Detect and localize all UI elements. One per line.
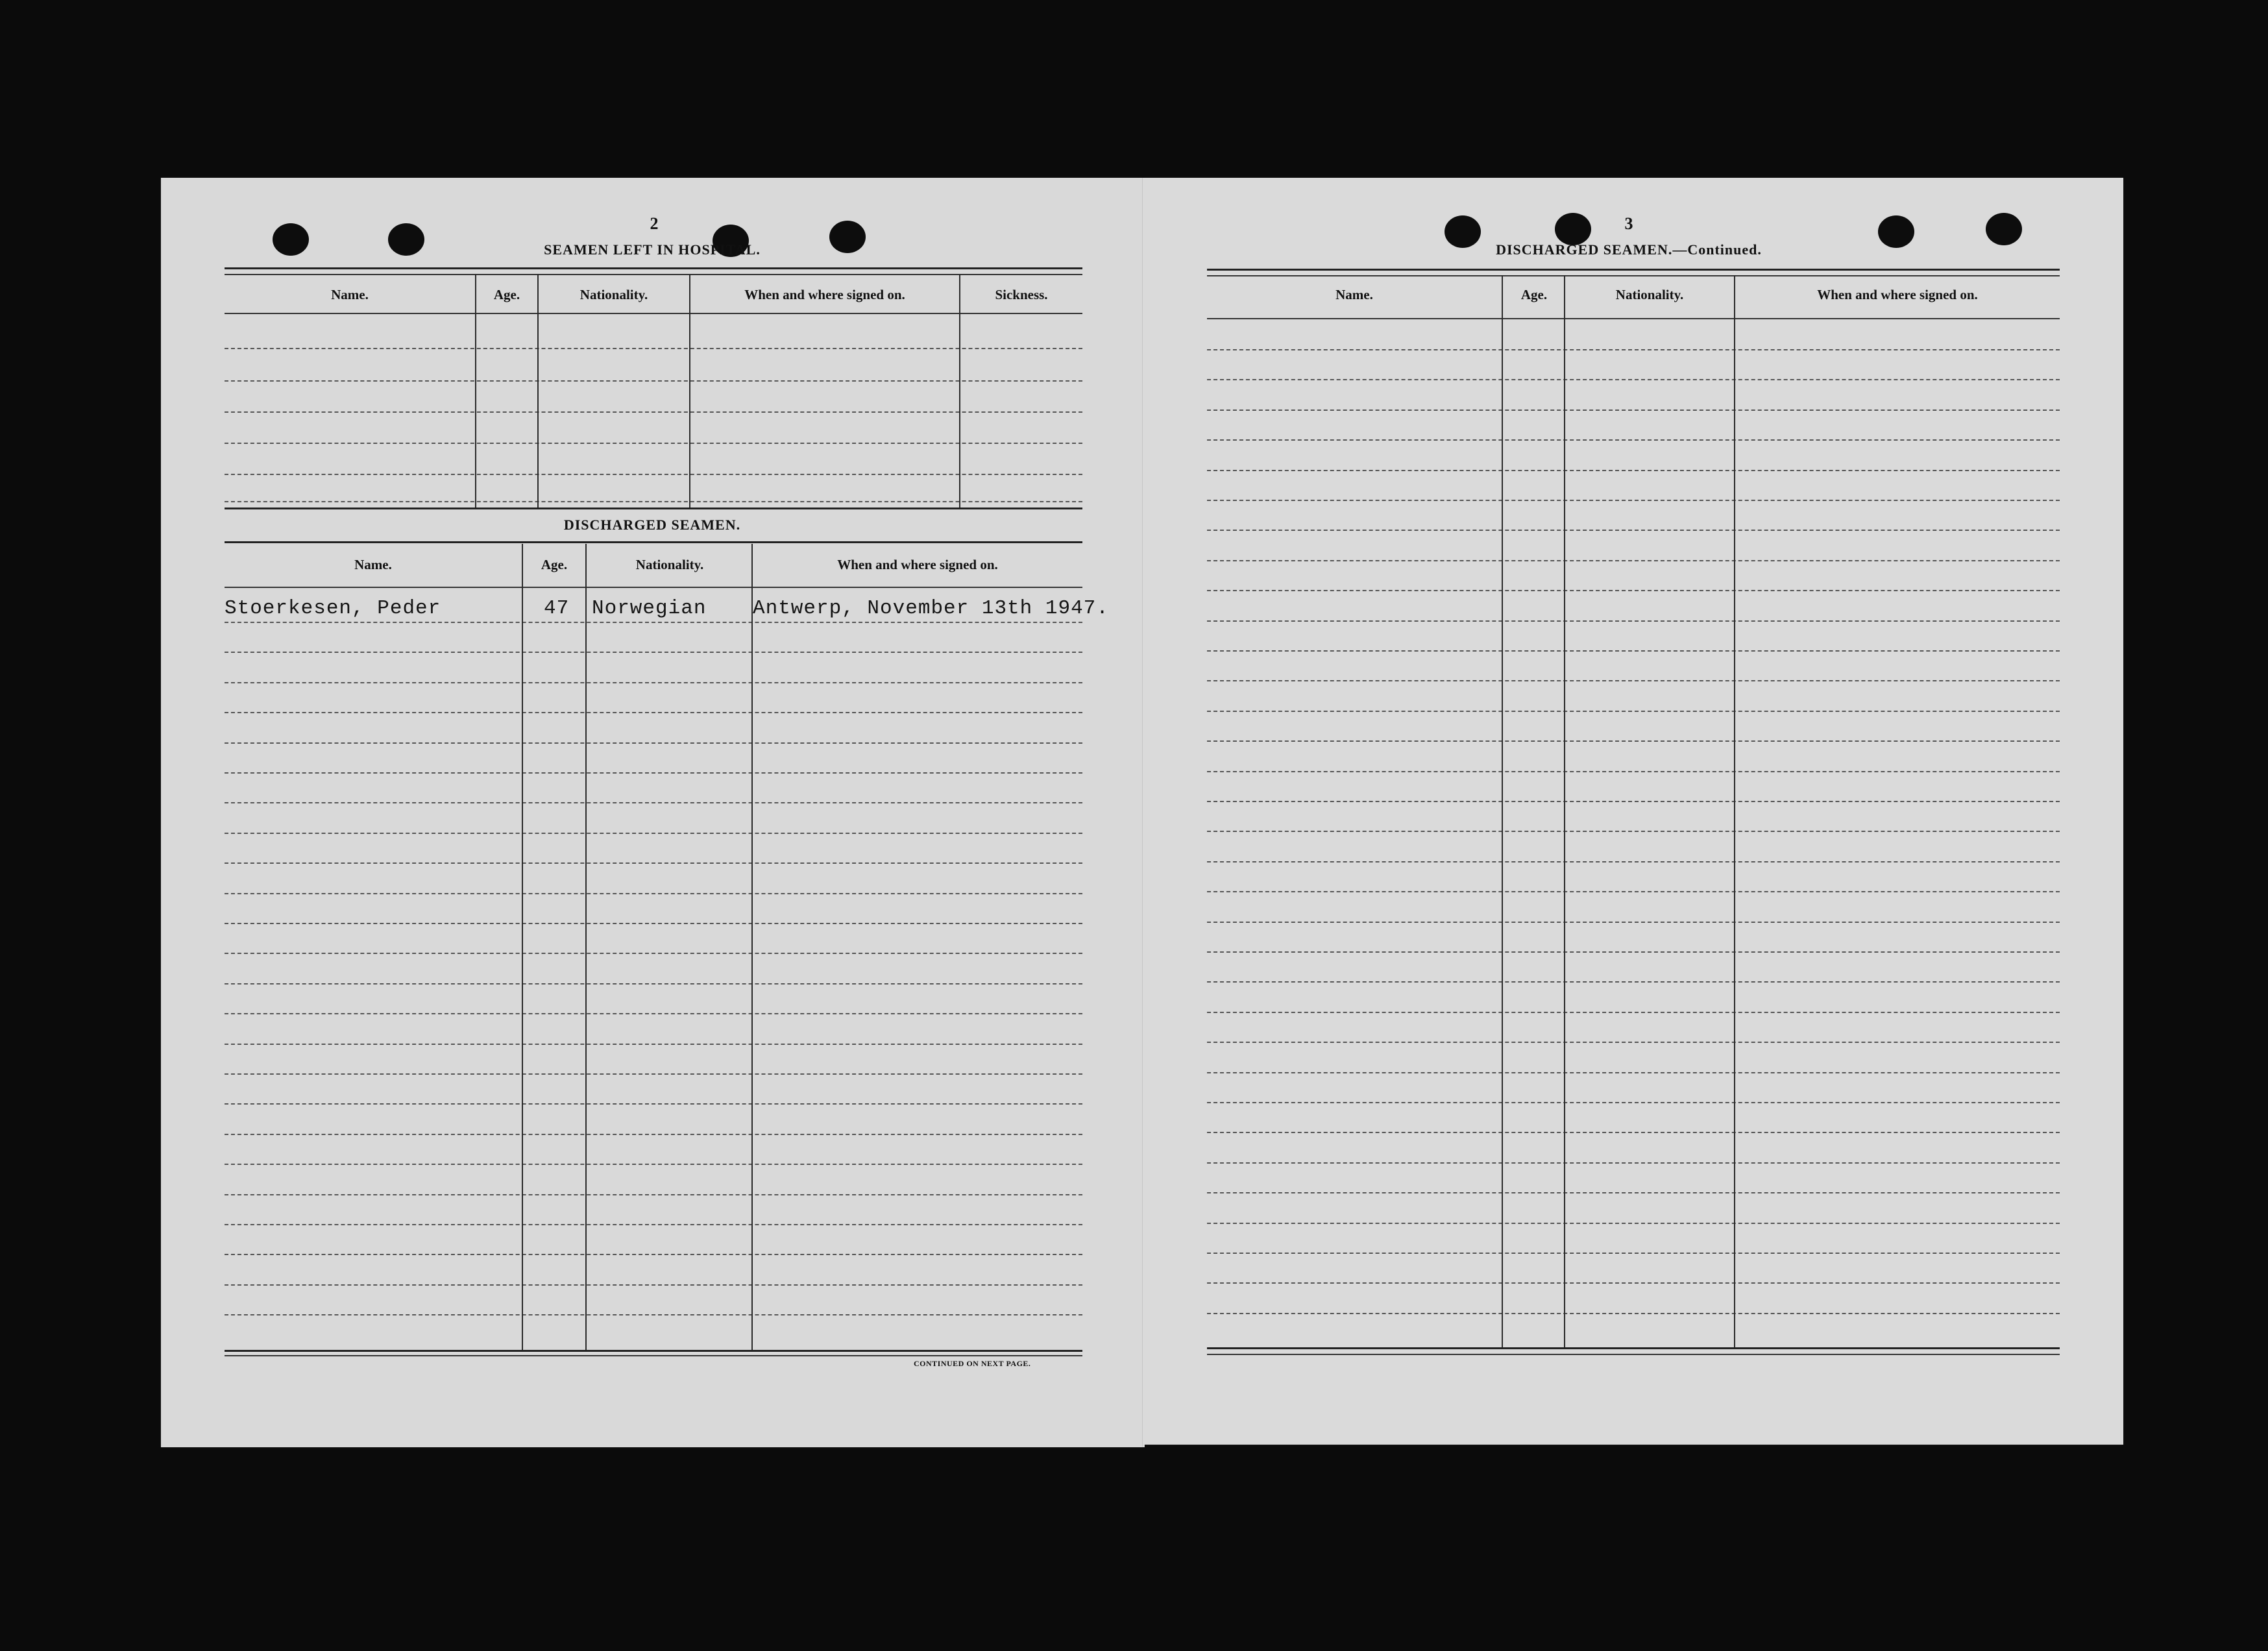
right-col-age: Age. [1520, 287, 1548, 302]
ruled-line [1207, 951, 2060, 953]
punch-hole [1878, 215, 1914, 248]
hospital-col-sickness: Sickness. [995, 287, 1048, 302]
ruled-line [225, 742, 1082, 744]
ruled-line [1207, 1192, 2060, 1193]
ruled-line [1207, 1072, 2060, 1073]
ruled-line [225, 1314, 1082, 1315]
ruled-line [225, 1164, 1082, 1165]
ruled-line [225, 712, 1082, 713]
hospital-section-title: SEAMEN LEFT IN HOSPITAL. [544, 241, 761, 258]
ruled-line [1207, 379, 2060, 380]
ruled-line [1207, 1012, 2060, 1013]
discharged-age: 47 [544, 597, 570, 620]
right-page-number: 3 [1624, 214, 1633, 233]
ruled-line [1207, 470, 2060, 471]
ruled-line [225, 682, 1082, 683]
ruled-line [1207, 530, 2060, 531]
ruled-line [1207, 620, 2060, 622]
ruled-line [1207, 410, 2060, 411]
ruled-line [1207, 439, 2060, 441]
ruled-line [1207, 1282, 2060, 1284]
punch-hole [388, 223, 424, 256]
discharged-col-signed-on: When and where signed on. [837, 557, 998, 572]
ruled-line [1207, 891, 2060, 892]
ruled-line [225, 772, 1082, 774]
hospital-col-age: Age. [493, 287, 520, 302]
ruled-line [1207, 680, 2060, 681]
discharged-signed-on: Antwerp, November 13th 1947. [753, 597, 1109, 620]
ruled-line [225, 983, 1082, 984]
ruled-line [1207, 740, 2060, 742]
discharged-col-name: Name. [354, 557, 392, 572]
ruled-line [1207, 1042, 2060, 1043]
ruled-line [1207, 1162, 2060, 1164]
ruled-line [1207, 801, 2060, 802]
right-col-signed-on: When and where signed on. [1817, 287, 1978, 302]
right-col-name: Name. [1335, 287, 1373, 302]
punch-hole [1986, 213, 2022, 245]
hospital-col-signed-on: When and where signed on. [744, 287, 905, 302]
left-page-number: 2 [650, 214, 659, 233]
ruled-line [1207, 560, 2060, 561]
ruled-line [1207, 650, 2060, 652]
ruled-line [1207, 1313, 2060, 1314]
discharged-col-nationality: Nationality. [635, 557, 704, 572]
right-section-title: DISCHARGED SEAMEN.—Continued. [1496, 241, 1762, 258]
ruled-line [225, 1134, 1082, 1135]
ruled-line [225, 862, 1082, 864]
ruled-line [1207, 590, 2060, 591]
ruled-line [225, 1013, 1082, 1014]
ruled-line [225, 1044, 1082, 1045]
ruled-line [1207, 831, 2060, 832]
ruled-line [1207, 1253, 2060, 1254]
ruled-line [225, 622, 1082, 623]
ruled-line [1207, 861, 2060, 862]
discharged-col-age: Age. [541, 557, 568, 572]
hospital-col-nationality: Nationality. [579, 287, 648, 302]
ruled-line [1207, 981, 2060, 983]
discharged-name: Stoerkesen, Peder [225, 597, 441, 620]
ruled-line [1207, 349, 2060, 350]
discharged-nationality: Norwegian [592, 597, 707, 620]
ruled-line [225, 652, 1082, 653]
continued-note: CONTINUED ON NEXT PAGE. [914, 1359, 1031, 1368]
ruled-line [225, 1103, 1082, 1105]
ruled-line [225, 1224, 1082, 1225]
ruled-line [225, 953, 1082, 954]
ruled-line [1207, 711, 2060, 712]
ruled-line [225, 1073, 1082, 1075]
ruled-line [225, 1254, 1082, 1255]
ruled-line [1207, 1223, 2060, 1224]
ruled-line [1207, 1132, 2060, 1133]
ruled-line [225, 893, 1082, 894]
right-col-nationality: Nationality. [1615, 287, 1684, 302]
left-page [161, 178, 1143, 1447]
discharged-section-title: DISCHARGED SEAMEN. [563, 517, 741, 533]
punch-hole [273, 223, 309, 256]
ruled-line [1207, 500, 2060, 501]
ruled-line [225, 833, 1082, 834]
ruled-line [1207, 771, 2060, 772]
right-page [1143, 178, 2123, 1445]
ruled-line [1207, 922, 2060, 923]
ruled-line [225, 802, 1082, 803]
ruled-line [1207, 1102, 2060, 1103]
ruled-line [225, 923, 1082, 924]
punch-hole [1555, 213, 1591, 245]
hospital-col-name: Name. [331, 287, 369, 302]
ruled-line [225, 1194, 1082, 1195]
ruled-line [225, 1284, 1082, 1286]
